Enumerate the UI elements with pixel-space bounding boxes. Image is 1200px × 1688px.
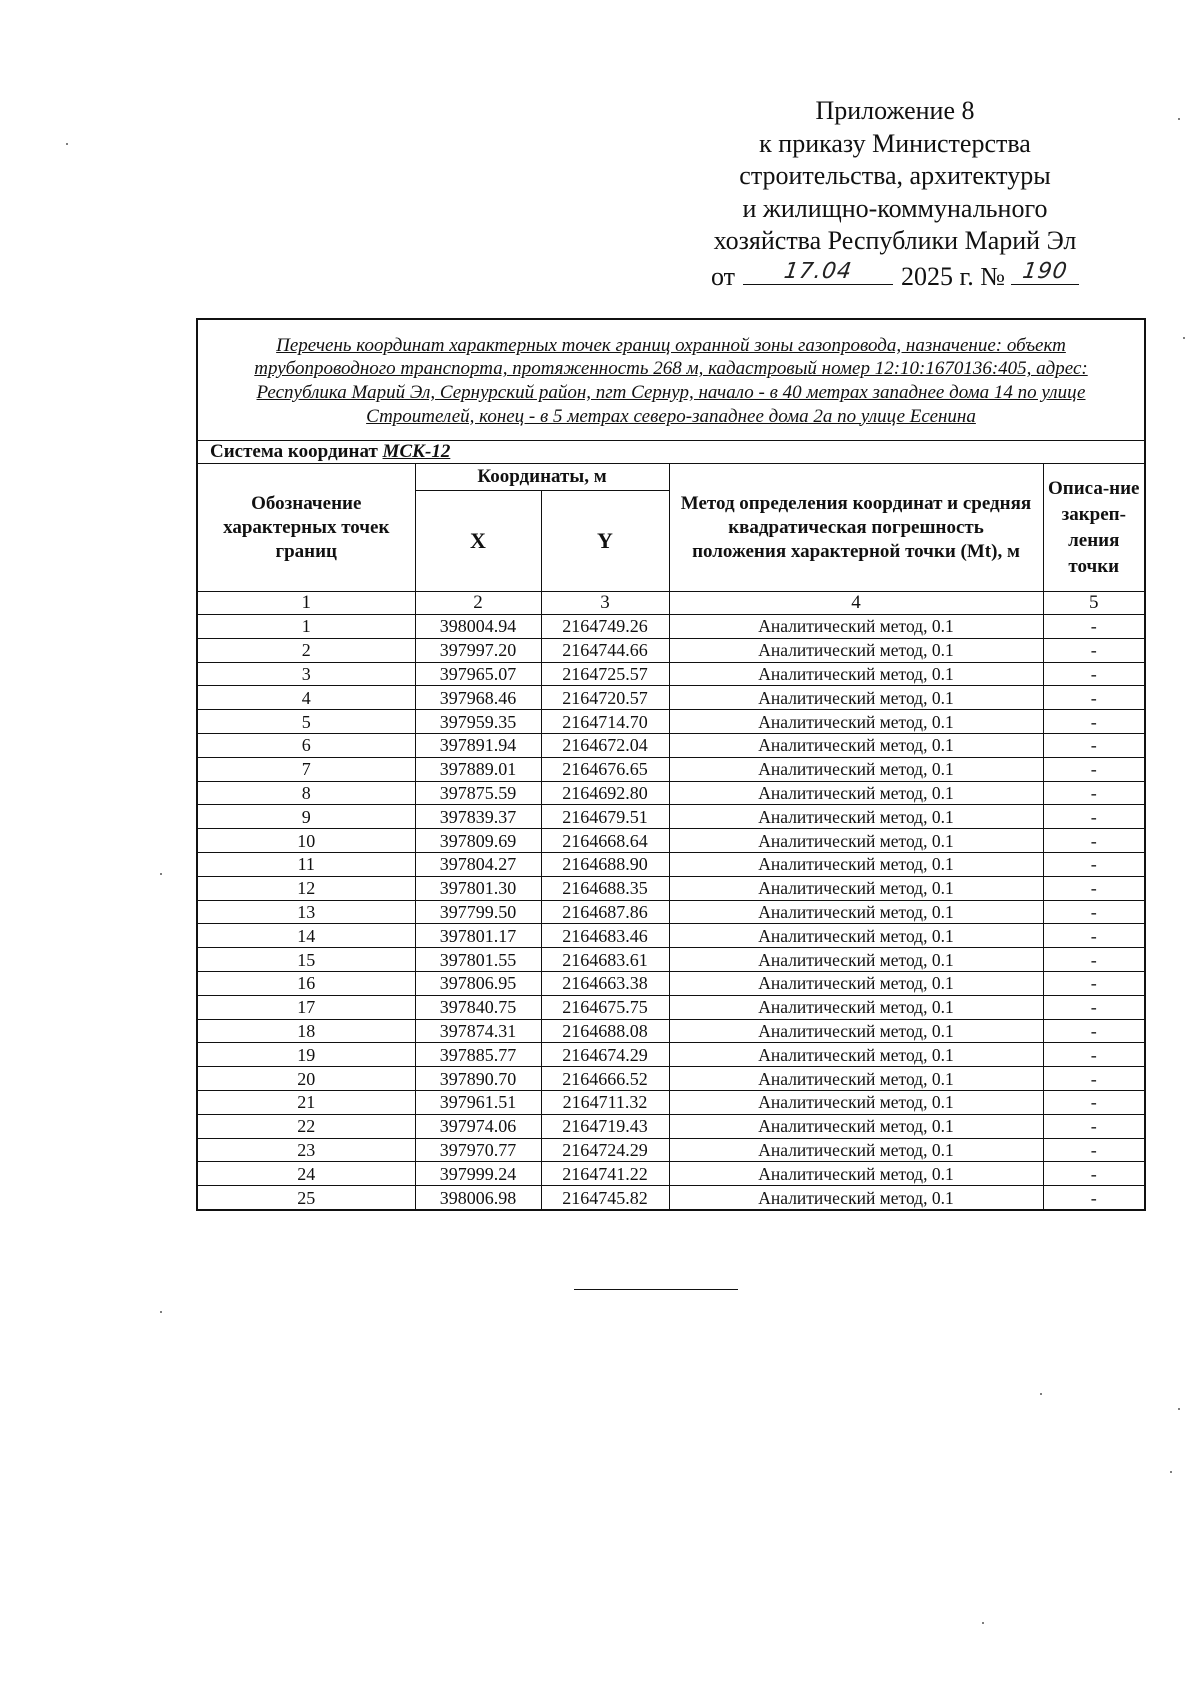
header-y: Y — [541, 491, 669, 592]
table-row — [197, 852, 1145, 876]
end-divider — [574, 1289, 738, 1290]
cell-point-number: 1 — [197, 615, 415, 639]
cell-method: Аналитический метод, 0.1 — [669, 829, 1043, 853]
cell-coord-y: 2164714.70 — [541, 710, 669, 734]
cell-method: Аналитический метод, 0.1 — [669, 852, 1043, 876]
cell-fixation-description: - — [1043, 710, 1145, 734]
cell-coord-y: 2164672.04 — [541, 733, 669, 757]
table-row — [197, 638, 1145, 662]
cell-method: Аналитический метод, 0.1 — [669, 805, 1043, 829]
cell-coord-x: 397889.01 — [415, 757, 541, 781]
cell-point-number: 4 — [197, 686, 415, 710]
year-number-label: 2025 г. № — [900, 261, 1006, 291]
cell-point-number: 10 — [197, 829, 415, 853]
table-row — [197, 1138, 1145, 1162]
scan-speck — [1183, 337, 1185, 339]
appendix-header — [690, 95, 1100, 293]
cell-method: Аналитический метод, 0.1 — [669, 876, 1043, 900]
cell-coord-y: 2164666.52 — [541, 1067, 669, 1091]
appendix-line-housing: и жилищно-коммунального — [742, 193, 1048, 223]
scan-speck — [1178, 1408, 1180, 1410]
cell-fixation-description: - — [1043, 995, 1145, 1019]
header-method: Метод определения координат и средняя квадратическая погрешность положения характерной точки (Mt), м — [669, 464, 1043, 592]
table-row — [197, 662, 1145, 686]
cell-fixation-description: - — [1043, 829, 1145, 853]
cell-method: Аналитический метод, 0.1 — [669, 1138, 1043, 1162]
cell-coord-x: 397799.50 — [415, 900, 541, 924]
header-description: Описа-ние закреп-ления точки — [1043, 464, 1145, 592]
cell-method: Аналитический метод, 0.1 — [669, 1019, 1043, 1043]
cell-coord-x: 397968.46 — [415, 686, 541, 710]
cell-coord-y: 2164692.80 — [541, 781, 669, 805]
cell-fixation-description: - — [1043, 852, 1145, 876]
cell-point-number: 11 — [197, 852, 415, 876]
cell-point-number: 16 — [197, 971, 415, 995]
column-number: 4 — [669, 592, 1043, 615]
cell-method: Аналитический метод, 0.1 — [669, 1043, 1043, 1067]
cell-coord-x: 397885.77 — [415, 1043, 541, 1067]
cell-point-number: 22 — [197, 1114, 415, 1138]
cell-coord-x: 397804.27 — [415, 852, 541, 876]
appendix-date-line — [690, 258, 1100, 294]
cell-point-number: 8 — [197, 781, 415, 805]
cell-method: Аналитический метод, 0.1 — [669, 615, 1043, 639]
table-row — [197, 615, 1145, 639]
cell-coord-x: 398004.94 — [415, 615, 541, 639]
cell-coord-x: 397997.20 — [415, 638, 541, 662]
cell-method: Аналитический метод, 0.1 — [669, 686, 1043, 710]
cell-coord-y: 2164725.57 — [541, 662, 669, 686]
table-row — [197, 900, 1145, 924]
number-field — [1011, 258, 1079, 285]
cell-method: Аналитический метод, 0.1 — [669, 995, 1043, 1019]
cell-coord-x: 397970.77 — [415, 1138, 541, 1162]
cell-coord-y: 2164724.29 — [541, 1138, 669, 1162]
cell-coord-y: 2164745.82 — [541, 1186, 669, 1210]
table-row — [197, 1043, 1145, 1067]
cell-point-number: 9 — [197, 805, 415, 829]
cell-point-number: 17 — [197, 995, 415, 1019]
table-row — [197, 1067, 1145, 1091]
appendix-title: Приложение 8 — [815, 96, 975, 125]
cell-coord-y: 2164711.32 — [541, 1090, 669, 1114]
cell-coord-x: 397840.75 — [415, 995, 541, 1019]
table-row — [197, 686, 1145, 710]
appendix-line-republic: хозяйства Республики Марий Эл — [713, 226, 1077, 255]
cell-method: Аналитический метод, 0.1 — [669, 757, 1043, 781]
table-row — [197, 971, 1145, 995]
cell-method: Аналитический метод, 0.1 — [669, 1186, 1043, 1210]
cell-point-number: 2 — [197, 638, 415, 662]
cell-fixation-description: - — [1043, 1067, 1145, 1091]
cell-point-number: 19 — [197, 1043, 415, 1067]
cell-point-number: 18 — [197, 1019, 415, 1043]
date-field — [743, 258, 893, 285]
cell-coord-y: 2164688.35 — [541, 876, 669, 900]
table-row — [197, 1090, 1145, 1114]
cell-method: Аналитический метод, 0.1 — [669, 900, 1043, 924]
cell-point-number: 6 — [197, 733, 415, 757]
handwritten-number: 190 — [1020, 258, 1070, 284]
cell-fixation-description: - — [1043, 948, 1145, 972]
cell-fixation-description: - — [1043, 757, 1145, 781]
scan-speck — [1178, 118, 1180, 120]
cell-method: Аналитический метод, 0.1 — [669, 710, 1043, 734]
cell-fixation-description: - — [1043, 1019, 1145, 1043]
cell-point-number: 15 — [197, 948, 415, 972]
scan-speck — [982, 1622, 984, 1624]
scan-speck — [66, 143, 68, 145]
table-row — [197, 1114, 1145, 1138]
cell-fixation-description: - — [1043, 900, 1145, 924]
column-number-row — [197, 592, 1145, 615]
cell-coord-y: 2164663.38 — [541, 971, 669, 995]
cell-coord-y: 2164687.86 — [541, 900, 669, 924]
cell-coord-x: 397891.94 — [415, 733, 541, 757]
cell-coord-y: 2164679.51 — [541, 805, 669, 829]
cell-coord-x: 397809.69 — [415, 829, 541, 853]
cell-point-number: 24 — [197, 1162, 415, 1186]
cell-fixation-description: - — [1043, 1138, 1145, 1162]
column-number: 2 — [415, 592, 541, 615]
header-designation: Обозначение характерных точек границ — [197, 464, 415, 592]
cell-method: Аналитический метод, 0.1 — [669, 1162, 1043, 1186]
cell-method: Аналитический метод, 0.1 — [669, 781, 1043, 805]
appendix-line-order: к приказу Министерства — [759, 128, 1031, 158]
table-row — [197, 876, 1145, 900]
cell-coord-y: 2164688.90 — [541, 852, 669, 876]
table-row — [197, 1186, 1145, 1210]
table-row — [197, 733, 1145, 757]
cell-fixation-description: - — [1043, 733, 1145, 757]
cell-coord-x: 397801.30 — [415, 876, 541, 900]
cell-coord-y: 2164675.75 — [541, 995, 669, 1019]
cell-fixation-description: - — [1043, 924, 1145, 948]
cell-point-number: 14 — [197, 924, 415, 948]
column-number: 5 — [1043, 592, 1145, 615]
cell-fixation-description: - — [1043, 1114, 1145, 1138]
scan-speck — [1040, 1393, 1042, 1395]
cell-fixation-description: - — [1043, 1162, 1145, 1186]
cell-coord-x: 397839.37 — [415, 805, 541, 829]
cell-method: Аналитический метод, 0.1 — [669, 971, 1043, 995]
cell-point-number: 12 — [197, 876, 415, 900]
scan-speck — [1170, 1471, 1172, 1473]
coordinate-system-name: МСК-12 — [382, 441, 451, 462]
cell-fixation-description: - — [1043, 615, 1145, 639]
cell-point-number: 20 — [197, 1067, 415, 1091]
cell-coord-x: 397801.17 — [415, 924, 541, 948]
cell-coord-x: 397961.51 — [415, 1090, 541, 1114]
table-caption: Перечень координат характерных точек границ охранной зоны газопровода, назначение: объект трубопроводного транспорта, протяженность 268 м, кадастровый номер 12:10:1670136:405, адрес: Республика Марий Эл, Сернурский район, пгт Сернур, начало - в 40 метрах западнее дома 14 по улице Строителей, конец - в 5 метрах северо-западнее дома 2а по улице Есенина — [197, 319, 1145, 441]
cell-coord-y: 2164668.64 — [541, 829, 669, 853]
cell-fixation-description: - — [1043, 781, 1145, 805]
column-number: 1 — [197, 592, 415, 615]
cell-coord-y: 2164749.26 — [541, 615, 669, 639]
cell-coord-y: 2164676.65 — [541, 757, 669, 781]
cell-fixation-description: - — [1043, 1043, 1145, 1067]
cell-coord-x: 397890.70 — [415, 1067, 541, 1091]
cell-method: Аналитический метод, 0.1 — [669, 733, 1043, 757]
cell-coord-y: 2164741.22 — [541, 1162, 669, 1186]
cell-fixation-description: - — [1043, 686, 1145, 710]
cell-point-number: 5 — [197, 710, 415, 734]
table-row — [197, 710, 1145, 734]
table-row — [197, 1162, 1145, 1186]
coordinates-table — [196, 318, 1146, 1211]
cell-point-number: 3 — [197, 662, 415, 686]
cell-coord-y: 2164683.61 — [541, 948, 669, 972]
cell-coord-y: 2164719.43 — [541, 1114, 669, 1138]
cell-coord-x: 397801.55 — [415, 948, 541, 972]
cell-method: Аналитический метод, 0.1 — [669, 1067, 1043, 1091]
cell-coord-x: 397965.07 — [415, 662, 541, 686]
table-row — [197, 781, 1145, 805]
cell-fixation-description: - — [1043, 662, 1145, 686]
cell-point-number: 7 — [197, 757, 415, 781]
table-row — [197, 829, 1145, 853]
cell-coord-y: 2164683.46 — [541, 924, 669, 948]
cell-point-number: 21 — [197, 1090, 415, 1114]
table-row — [197, 757, 1145, 781]
cell-coord-x: 397999.24 — [415, 1162, 541, 1186]
coordinate-system-row — [197, 441, 1145, 464]
cell-point-number: 25 — [197, 1186, 415, 1210]
cell-coord-x: 397806.95 — [415, 971, 541, 995]
cell-fixation-description: - — [1043, 1186, 1145, 1210]
cell-method: Аналитический метод, 0.1 — [669, 1114, 1043, 1138]
scan-speck — [160, 1311, 162, 1313]
cell-coord-y: 2164674.29 — [541, 1043, 669, 1067]
cell-fixation-description: - — [1043, 971, 1145, 995]
cell-fixation-description: - — [1043, 876, 1145, 900]
cell-coord-y: 2164688.08 — [541, 1019, 669, 1043]
date-prefix: от — [710, 261, 735, 291]
cell-point-number: 13 — [197, 900, 415, 924]
cell-fixation-description: - — [1043, 638, 1145, 662]
column-number: 3 — [541, 592, 669, 615]
coordinate-system-label: Система координат — [210, 441, 378, 462]
cell-coord-x: 397974.06 — [415, 1114, 541, 1138]
cell-method: Аналитический метод, 0.1 — [669, 924, 1043, 948]
cell-method: Аналитический метод, 0.1 — [669, 638, 1043, 662]
appendix-line-ministry: строительства, архитектуры — [739, 161, 1051, 190]
table-row — [197, 1019, 1145, 1043]
cell-coord-x: 397875.59 — [415, 781, 541, 805]
cell-coord-y: 2164744.66 — [541, 638, 669, 662]
cell-fixation-description: - — [1043, 1090, 1145, 1114]
cell-coord-y: 2164720.57 — [541, 686, 669, 710]
cell-coord-x: 397874.31 — [415, 1019, 541, 1043]
cell-fixation-description: - — [1043, 805, 1145, 829]
cell-point-number: 23 — [197, 1138, 415, 1162]
table-row — [197, 995, 1145, 1019]
header-coordinates: Координаты, м — [415, 464, 669, 491]
cell-coord-x: 397959.35 — [415, 710, 541, 734]
cell-method: Аналитический метод, 0.1 — [669, 948, 1043, 972]
scan-speck — [160, 873, 162, 875]
table-row — [197, 924, 1145, 948]
cell-method: Аналитический метод, 0.1 — [669, 1090, 1043, 1114]
cell-coord-x: 398006.98 — [415, 1186, 541, 1210]
header-x: X — [415, 491, 541, 592]
table-row — [197, 948, 1145, 972]
table-row — [197, 805, 1145, 829]
cell-method: Аналитический метод, 0.1 — [669, 662, 1043, 686]
handwritten-date: 17.04 — [782, 258, 854, 284]
